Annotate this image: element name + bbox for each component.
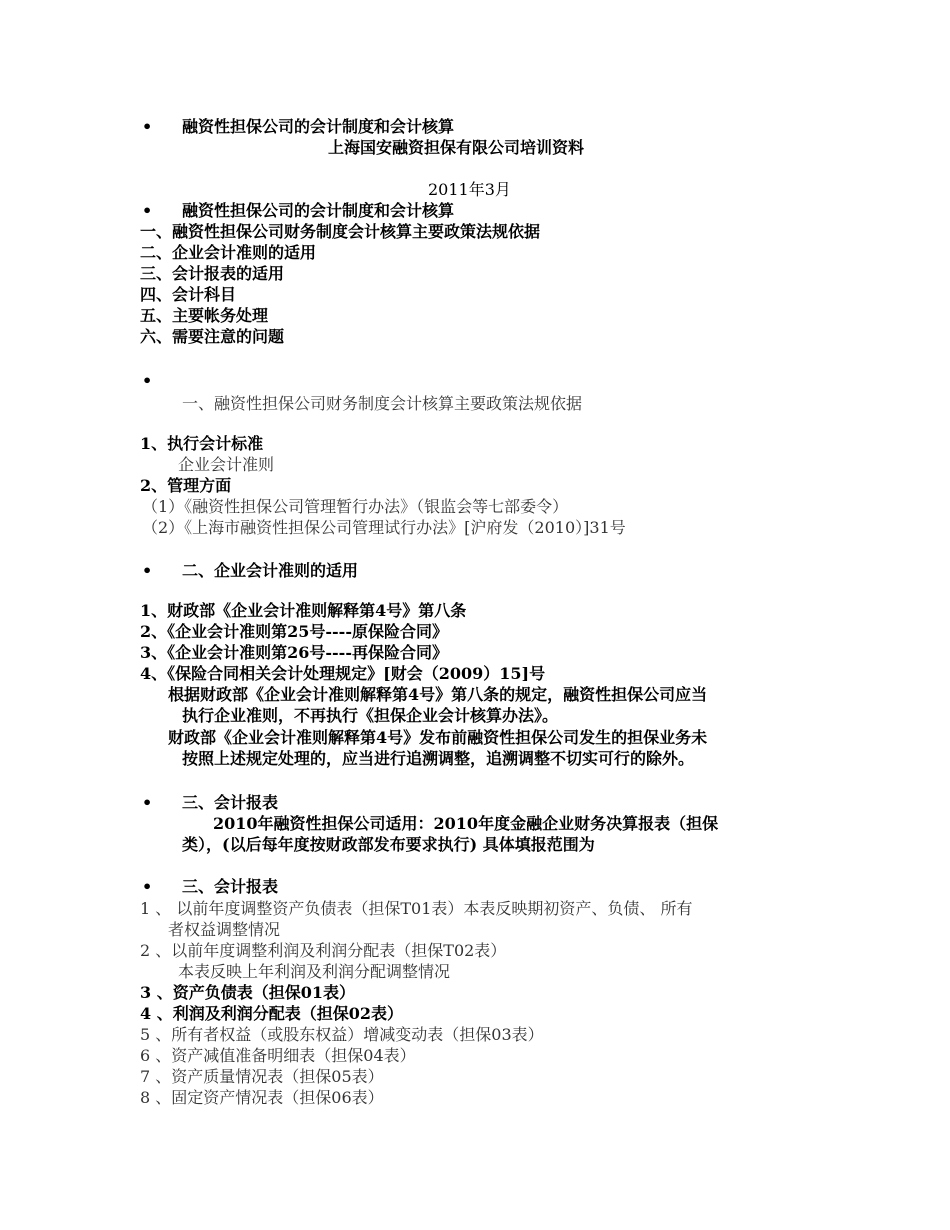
outline-item: 二、企业会计准则的适用	[140, 243, 317, 262]
text-line: 2、《企业会计准则第25号----原保险合同》	[140, 622, 448, 641]
text-line: 1、财政部《企业会计准则解释第4号》第八条	[140, 601, 467, 620]
list-item: 7 、资产质量情况表（担保05表）	[140, 1067, 384, 1086]
list-item: 8 、固定资产情况表（担保06表）	[140, 1088, 384, 1107]
bullet-marker: •	[142, 793, 153, 812]
section-heading: 融资性担保公司的会计制度和会计核算	[182, 201, 455, 220]
list-item: 5 、所有者权益（或股东权益）增减变动表（担保03表）	[140, 1025, 544, 1044]
paragraph-line: 财政部《企业会计准则解释第4号》发布前融资性担保公司发生的担保业务未	[168, 728, 708, 747]
list-item: 2 、以前年度调整利润及利润分配表（担保T02表）	[140, 941, 507, 960]
bullet-marker: •	[142, 371, 153, 390]
text-line: （1）《融资性担保公司管理暂行办法》（银监会等七部委令）	[142, 497, 569, 516]
paragraph-line: 根据财政部《企业会计准则解释第4号》第八条的规定，融资性担保公司应当	[168, 685, 708, 704]
outline-item: 六、需要注意的问题	[140, 327, 285, 346]
text-line: 企业会计准则	[178, 455, 275, 474]
outline-item: 一、融资性担保公司财务制度会计核算主要政策法规依据	[140, 222, 541, 241]
outline-item: 三、会计报表的适用	[140, 264, 285, 283]
list-item-continuation: 者权益调整情况	[168, 920, 281, 939]
bullet-marker: •	[142, 877, 153, 896]
list-item: 4 、利润及利润分配表（担保02表）	[140, 1004, 403, 1023]
doc-date: 2011年3月	[428, 180, 511, 199]
list-item-continuation: 本表反映上年利润及利润分配调整情况	[178, 962, 451, 981]
paragraph-line: 执行企业准则，不再执行《担保企业会计核算办法》。	[182, 706, 559, 725]
text-line: 2、管理方面	[140, 476, 232, 495]
paragraph-line: 按照上述规定处理的，应当进行追溯调整，追溯调整不切实可行的除外。	[182, 749, 695, 768]
bullet-marker: •	[142, 201, 153, 220]
paragraph-line: 类），(以后每年度按财政部发布要求执行) 具体填报范围为	[182, 835, 595, 854]
doc-subtitle: 上海国安融资担保有限公司培训资料	[328, 138, 585, 157]
section-heading: 三、会计报表	[182, 793, 279, 812]
bullet-marker: •	[142, 117, 153, 136]
doc-title: 融资性担保公司的会计制度和会计核算	[182, 117, 455, 136]
list-item: 3 、资产负债表（担保01表）	[140, 983, 355, 1002]
text-line: （2）《上海市融资性担保公司管理试行办法》[沪府发（2010）]31号	[142, 518, 626, 537]
bullet-marker: •	[142, 561, 153, 580]
list-item: 6 、资产减值准备明细表（担保04表）	[140, 1046, 416, 1065]
text-line: 3、《企业会计准则第26号----再保险合同》	[140, 643, 448, 662]
text-line: 1、执行会计标准	[140, 434, 264, 453]
section-heading: 二、企业会计准则的适用	[182, 561, 359, 580]
paragraph-line: 2010年融资性担保公司适用：2010年度金融企业财务决算报表（担保	[213, 814, 719, 833]
list-item: 1 、 以前年度调整资产负债表（担保T01表）本表反映期初资产、负债、 所有	[140, 899, 693, 918]
outline-item: 五、主要帐务处理	[140, 306, 269, 325]
section-heading: 一、融资性担保公司财务制度会计核算主要政策法规依据	[182, 394, 583, 413]
text-line: 4、《保险合同相关会计处理规定》[财会（2009）15]号	[140, 664, 546, 683]
section-heading: 三、会计报表	[182, 877, 279, 896]
outline-item: 四、会计科目	[140, 285, 237, 304]
